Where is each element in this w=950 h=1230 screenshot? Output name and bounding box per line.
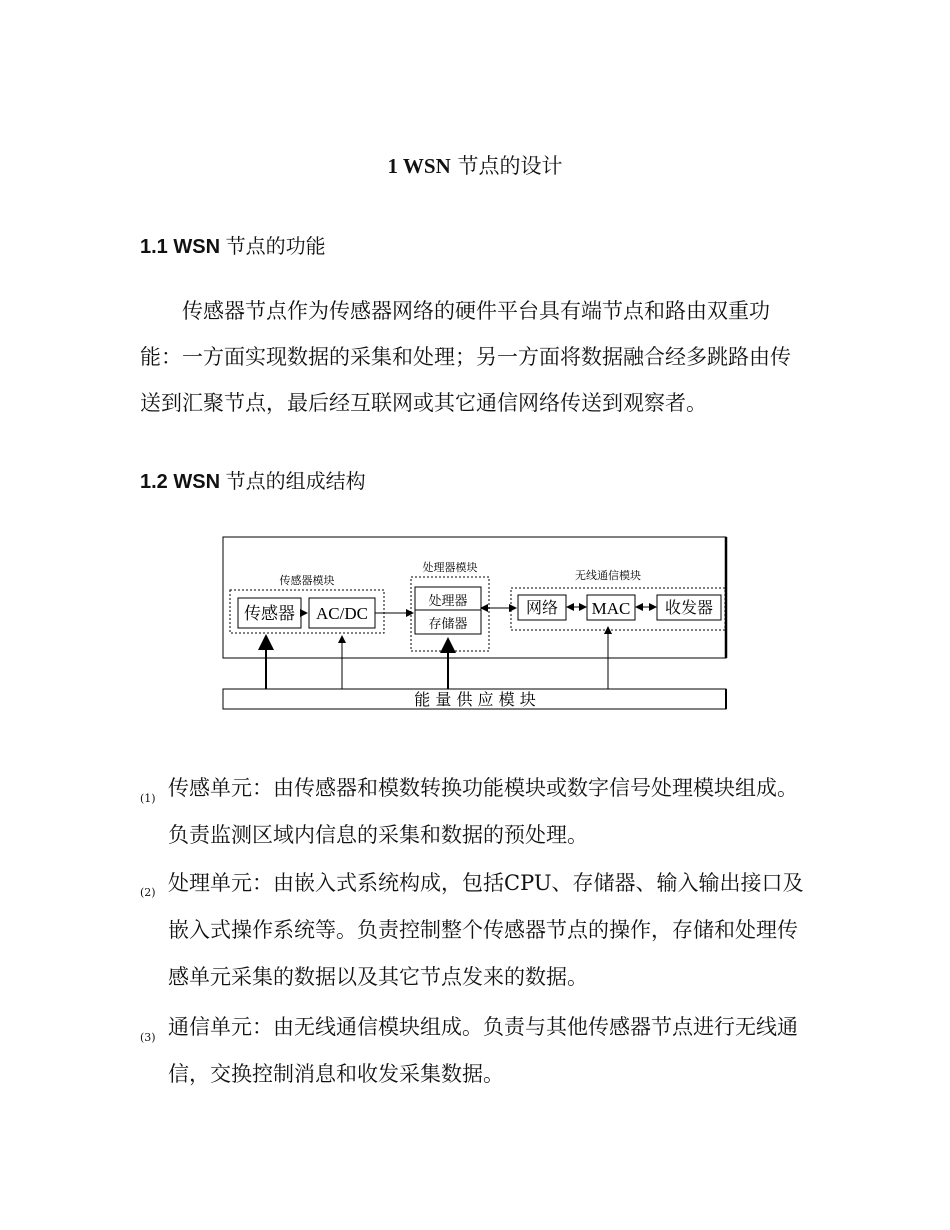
list-item-line: 信，交换控制消息和收发采集数据。 [168,1062,504,1086]
list-item-line: 负责监测区域内信息的采集和数据的预处理。 [168,823,588,847]
list-item-line: 通信单元：由无线通信模块组成。负责与其他传感器节点进行无线通 [168,1015,798,1039]
list-item [168,1004,828,1098]
list-marker: (3) [140,1031,156,1044]
sensor-module-label: 传感器模块 [279,574,335,587]
memory-label: 存储器 [428,617,468,632]
list-item [168,765,828,859]
title-number: 1 WSN [387,154,451,178]
list-item-line: 感单元采集的数据以及其它节点发来的数据。 [168,965,588,989]
transceiver-label: 收发器 [664,598,714,617]
processor-label: 处理器 [428,594,468,609]
list-marker: (2) [140,886,156,899]
paragraph-line: 送到汇聚节点，最后经互联网或其它通信网络传送到观察者。 [140,391,707,415]
sensor-label: 传感器 [244,604,295,624]
mac-label: MAC [591,599,631,618]
paragraph-line: 能：一方面实现数据的采集和处理；另一方面将数据融合经多跳路由传 [140,345,791,369]
heading-number: 1.2 WSN [140,471,221,493]
list-item-line: 处理单元：由嵌入式系统构成，包括CPU、存储器、输入输出接口及 [168,871,804,895]
heading-text: 节点的组成结构 [225,469,366,493]
heading-number: 1.1 WSN [140,236,221,258]
paragraph-line: 传感器节点作为传感器网络的硬件平台具有端节点和路由双重功 [182,299,770,323]
list-item [168,860,828,1001]
adc-label: AC/DC [316,604,368,623]
list-item-line: 嵌入式操作系统等。负责控制整个传感器节点的操作，存储和处理传 [168,918,798,942]
heading-text: 节点的功能 [225,234,326,258]
power-module-label: 能 量 供 应 模 块 [414,690,536,709]
list-marker: (1) [140,792,156,805]
processor-module-label: 处理器模块 [422,561,478,574]
title-text: 节点的设计 [457,154,563,178]
network-label: 网络 [525,598,559,617]
list-item-line: 传感单元：由传感器和模数转换功能模块或数字信号处理模块组成。 [168,776,798,800]
wireless-module-label: 无线通信模块 [575,569,641,582]
